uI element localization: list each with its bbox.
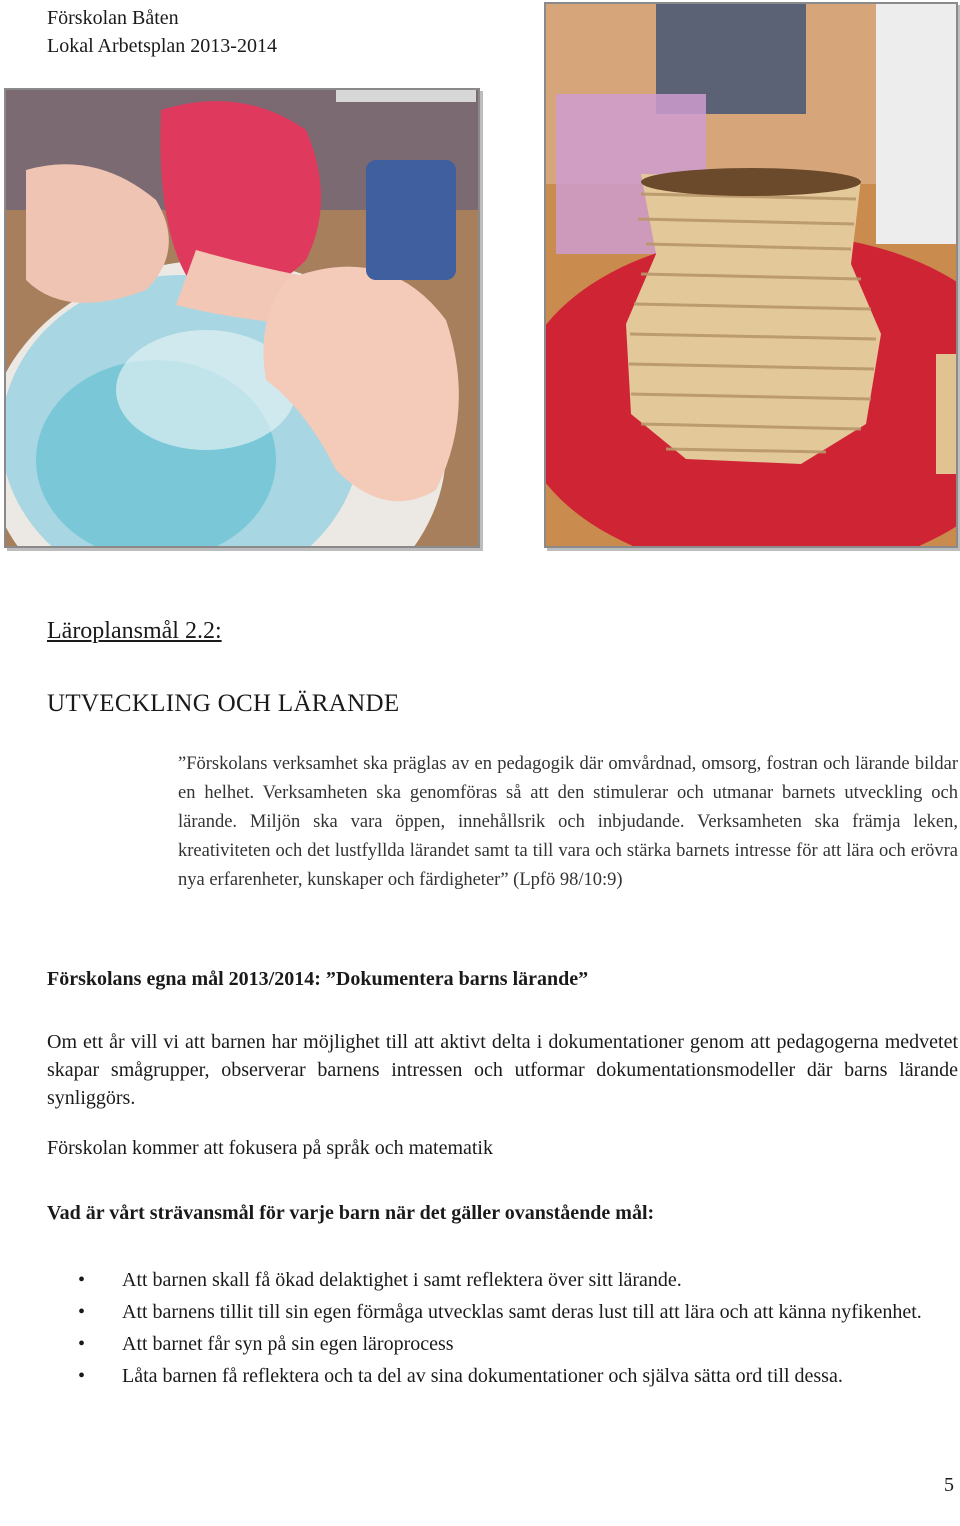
aim-question: Vad är vårt strävansmål för varje barn när det gäller ovanstående mål: [47, 1202, 655, 1224]
own-goal-heading: Förskolans egna mål 2013/2014: ”Dokumentera barns lärande” [47, 968, 589, 990]
header-plan-title: Lokal Arbetsplan 2013-2014 [47, 35, 277, 57]
photo-ice-bowl [4, 88, 480, 548]
bullet-icon: • [78, 1333, 86, 1355]
list-item: • Att barnet får syn på sin egen läroprocess [78, 1328, 958, 1360]
bullet-icon: • [78, 1365, 86, 1387]
bullet-icon: • [78, 1269, 86, 1291]
bullet-icon: • [78, 1301, 86, 1323]
aim-list [78, 1264, 958, 1392]
photo-plank-tower [544, 2, 958, 548]
curriculum-goal-label: Läroplansmål 2.2: [47, 618, 222, 644]
page-header [47, 4, 277, 60]
goal-description: Om ett år vill vi att barnen har möjlighet till att aktivt delta i dokumentationer genom att pedagogerna medvetet skapar smågrupper, observerar barnens intressen och utformar dokumentationsmodeller där barns lärande synliggörs. [47, 1031, 958, 1109]
list-item: • Låta barnen få reflektera och ta del av sina dokumentationer och själva sätta ord till dessa. [78, 1360, 958, 1392]
page-number: 5 [944, 1474, 954, 1496]
header-school-name: Förskolan Båten [47, 7, 179, 29]
list-item: • Att barnen skall få ökad delaktighet i samt reflektera över sitt lärande. [78, 1264, 958, 1296]
focus-statement: Förskolan kommer att fokusera på språk och matematik [47, 1137, 493, 1159]
list-item: • Att barnens tillit till sin egen förmåga utvecklas samt deras lust till att lära och att känna nyfikenhet. [78, 1296, 958, 1328]
curriculum-quote [178, 750, 958, 895]
quote-paragraph: ”Förskolans verksamhet ska präglas av en pedagogik där omvårdnad, omsorg, fostran och lärande bildar en helhet. Verksamheten ska genomföras så att den stimulerar och utmanar barnets utveckling och lärande. Miljön ska vara öppen, innehållsrik och inbjudande. Verksamheten ska främja leken, kreativiteten och det lustfyllda lärandet samt ta till vara och stärka barnets intresse för att lära och erövra nya erfarenheter, kunskaper och färdigheter” (Lpfö 98/10:9) [178, 754, 958, 890]
section-title: UTVECKLING OCH LÄRANDE [47, 690, 400, 717]
